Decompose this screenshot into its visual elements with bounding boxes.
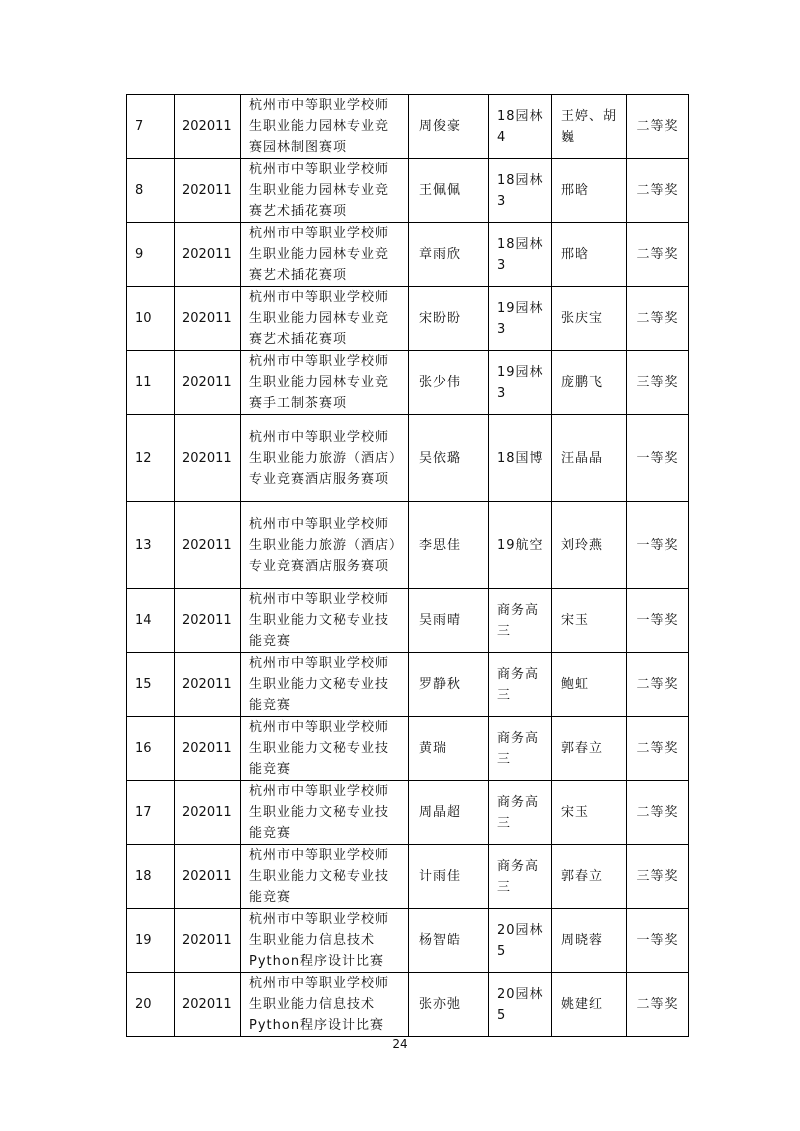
- award-date-cell: 202011: [175, 909, 241, 973]
- award-level-cell: 二等奖: [627, 287, 689, 351]
- student-name-cell: 吴依璐: [409, 415, 489, 502]
- row-number-cell: 13: [127, 502, 175, 589]
- student-name-cell: 黄瑞: [409, 717, 489, 781]
- competition-name-cell: 杭州市中等职业学校师生职业能力旅游（酒店）专业竞赛酒店服务赛项: [241, 502, 409, 589]
- award-level-cell: 一等奖: [627, 415, 689, 502]
- table-row: [127, 973, 689, 1037]
- class-name-cell: 商务高三: [489, 845, 552, 909]
- class-name-cell: 商务高三: [489, 781, 552, 845]
- award-table: [126, 94, 689, 1037]
- teacher-name-cell: 姚建红: [552, 973, 627, 1037]
- award-date-cell: 202011: [175, 287, 241, 351]
- competition-name-cell: 杭州市中等职业学校师生职业能力文秘专业技能竞赛: [241, 653, 409, 717]
- student-name-cell: 杨智皓: [409, 909, 489, 973]
- class-name-cell: 18园林3: [489, 223, 552, 287]
- row-number-cell: 11: [127, 351, 175, 415]
- award-level-cell: 一等奖: [627, 909, 689, 973]
- competition-name-cell: 杭州市中等职业学校师生职业能力园林专业竞赛手工制茶赛项: [241, 351, 409, 415]
- teacher-name-cell: 鲍虹: [552, 653, 627, 717]
- competition-name-cell: 杭州市中等职业学校师生职业能力文秘专业技能竞赛: [241, 589, 409, 653]
- student-name-cell: 罗静秋: [409, 653, 489, 717]
- award-date-cell: 202011: [175, 845, 241, 909]
- table-row: [127, 909, 689, 973]
- competition-name-cell: 杭州市中等职业学校师生职业能力园林专业竞赛艺术插花赛项: [241, 223, 409, 287]
- table-row: [127, 415, 689, 502]
- table-row: [127, 223, 689, 287]
- award-date-cell: 202011: [175, 717, 241, 781]
- class-name-cell: 19园林3: [489, 351, 552, 415]
- row-number-cell: 10: [127, 287, 175, 351]
- award-date-cell: 202011: [175, 223, 241, 287]
- award-level-cell: 二等奖: [627, 159, 689, 223]
- student-name-cell: 李思佳: [409, 502, 489, 589]
- competition-name-cell: 杭州市中等职业学校师生职业能力信息技术Python程序设计比赛: [241, 973, 409, 1037]
- teacher-name-cell: 王婷、胡巍: [552, 95, 627, 159]
- teacher-name-cell: 汪晶晶: [552, 415, 627, 502]
- award-date-cell: 202011: [175, 351, 241, 415]
- competition-name-cell: 杭州市中等职业学校师生职业能力文秘专业技能竞赛: [241, 717, 409, 781]
- row-number-cell: 14: [127, 589, 175, 653]
- award-date-cell: 202011: [175, 653, 241, 717]
- award-level-cell: 二等奖: [627, 653, 689, 717]
- award-level-cell: 二等奖: [627, 717, 689, 781]
- row-number-cell: 20: [127, 973, 175, 1037]
- page-number: 24: [392, 1037, 408, 1051]
- table-body: [127, 95, 689, 1037]
- award-date-cell: 202011: [175, 589, 241, 653]
- teacher-name-cell: 邢晗: [552, 159, 627, 223]
- class-name-cell: 18国博: [489, 415, 552, 502]
- student-name-cell: 吴雨晴: [409, 589, 489, 653]
- award-level-cell: 一等奖: [627, 502, 689, 589]
- class-name-cell: 20园林5: [489, 973, 552, 1037]
- row-number-cell: 15: [127, 653, 175, 717]
- award-level-cell: 三等奖: [627, 845, 689, 909]
- competition-name-cell: 杭州市中等职业学校师生职业能力文秘专业技能竞赛: [241, 781, 409, 845]
- competition-name-cell: 杭州市中等职业学校师生职业能力文秘专业技能竞赛: [241, 845, 409, 909]
- table-row: [127, 845, 689, 909]
- table-row: [127, 351, 689, 415]
- award-level-cell: 二等奖: [627, 95, 689, 159]
- teacher-name-cell: 张庆宝: [552, 287, 627, 351]
- row-number-cell: 16: [127, 717, 175, 781]
- teacher-name-cell: 宋玉: [552, 589, 627, 653]
- teacher-name-cell: 刘玲燕: [552, 502, 627, 589]
- row-number-cell: 12: [127, 415, 175, 502]
- class-name-cell: 19航空: [489, 502, 552, 589]
- row-number-cell: 18: [127, 845, 175, 909]
- class-name-cell: 18园林4: [489, 95, 552, 159]
- table-row: [127, 95, 689, 159]
- award-date-cell: 202011: [175, 781, 241, 845]
- award-date-cell: 202011: [175, 502, 241, 589]
- student-name-cell: 周俊豪: [409, 95, 489, 159]
- award-level-cell: 一等奖: [627, 589, 689, 653]
- student-name-cell: 王佩佩: [409, 159, 489, 223]
- award-date-cell: 202011: [175, 95, 241, 159]
- row-number-cell: 17: [127, 781, 175, 845]
- competition-name-cell: 杭州市中等职业学校师生职业能力旅游（酒店）专业竞赛酒店服务赛项: [241, 415, 409, 502]
- teacher-name-cell: 郭春立: [552, 845, 627, 909]
- teacher-name-cell: 邢晗: [552, 223, 627, 287]
- award-level-cell: 二等奖: [627, 973, 689, 1037]
- class-name-cell: 20园林5: [489, 909, 552, 973]
- table-row: [127, 589, 689, 653]
- award-date-cell: 202011: [175, 159, 241, 223]
- award-level-cell: 二等奖: [627, 223, 689, 287]
- row-number-cell: 19: [127, 909, 175, 973]
- table-row: [127, 287, 689, 351]
- class-name-cell: 19园林3: [489, 287, 552, 351]
- competition-name-cell: 杭州市中等职业学校师生职业能力园林专业竞赛艺术插花赛项: [241, 287, 409, 351]
- class-name-cell: 商务高三: [489, 717, 552, 781]
- teacher-name-cell: 周晓蓉: [552, 909, 627, 973]
- teacher-name-cell: 宋玉: [552, 781, 627, 845]
- row-number-cell: 7: [127, 95, 175, 159]
- competition-name-cell: 杭州市中等职业学校师生职业能力园林专业竞赛园林制图赛项: [241, 95, 409, 159]
- table-row: [127, 653, 689, 717]
- table-row: [127, 502, 689, 589]
- teacher-name-cell: 庞鹏飞: [552, 351, 627, 415]
- student-name-cell: 张亦弛: [409, 973, 489, 1037]
- class-name-cell: 商务高三: [489, 589, 552, 653]
- row-number-cell: 9: [127, 223, 175, 287]
- award-level-cell: 三等奖: [627, 351, 689, 415]
- award-date-cell: 202011: [175, 415, 241, 502]
- table-row: [127, 159, 689, 223]
- class-name-cell: 18园林3: [489, 159, 552, 223]
- competition-name-cell: 杭州市中等职业学校师生职业能力信息技术Python程序设计比赛: [241, 909, 409, 973]
- competition-name-cell: 杭州市中等职业学校师生职业能力园林专业竞赛艺术插花赛项: [241, 159, 409, 223]
- student-name-cell: 周晶超: [409, 781, 489, 845]
- student-name-cell: 张少伟: [409, 351, 489, 415]
- teacher-name-cell: 郭春立: [552, 717, 627, 781]
- row-number-cell: 8: [127, 159, 175, 223]
- student-name-cell: 章雨欣: [409, 223, 489, 287]
- class-name-cell: 商务高三: [489, 653, 552, 717]
- student-name-cell: 宋盼盼: [409, 287, 489, 351]
- student-name-cell: 计雨佳: [409, 845, 489, 909]
- table-row: [127, 717, 689, 781]
- award-date-cell: 202011: [175, 973, 241, 1037]
- table-row: [127, 781, 689, 845]
- award-level-cell: 二等奖: [627, 781, 689, 845]
